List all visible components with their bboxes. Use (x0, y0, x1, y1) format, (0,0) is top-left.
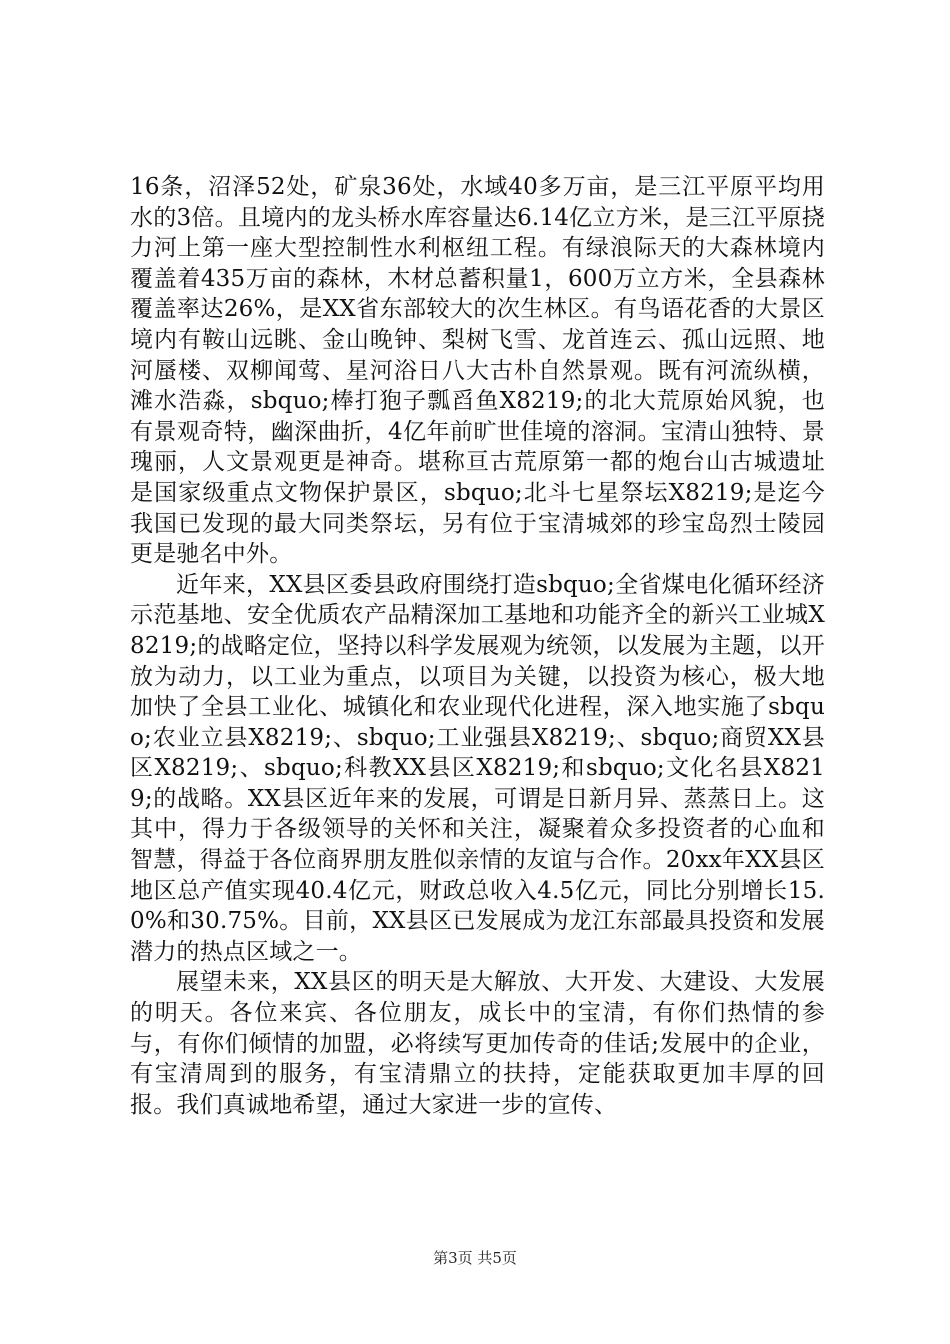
document-body (130, 172, 825, 1120)
paragraph-2: 近年来，XX县区委县政府围绕打造sbquo;全省煤电化循环经济示范基地、安全优质农产品精深加工基地和功能齐全的新兴工业城X8219;的战略定位，坚持以科学发展观为统领，以发展为主题，以开放为动力，以工业为重点，以项目为关键，以投资为核心，极大地加快了全县工业化、城镇化和农业现代化进程，深入地实施了sbquo;农业立县X8219;、sbquo;工业强县X8219;、sbquo;商贸XX县区X8219;、sbquo;科教XX县区X8219;和sbquo;文化名县X8219;的战略。XX县区近年来的发展，可谓是日新月异、蒸蒸日上。这其中，得力于各级领导的关怀和关注，凝聚着众多投资者的心血和智慧，得益于各位商界朋友胜似亲情的友谊与合作。20xx年XX县区地区总产值实现40.4亿元，财政总收入4.5亿元，同比分别增长15.0%和30.75%。目前，XX县区已发展成为龙江东部最具投资和发展潜力的热点区域之一。 (130, 571, 825, 965)
page-number: 第3页 共5页 (433, 1249, 517, 1267)
page-footer (0, 1247, 950, 1268)
paragraph-3: 展望未来，XX县区的明天是大解放、大开发、大建设、大发展的明天。各位来宾、各位朋友，成长中的宝清，有你们热情的参与，有你们倾情的加盟，必将续写更加传奇的佳话;发展中的企业，有宝清周到的服务，有宝清鼎立的扶持，定能获取更加丰厚的回报。我们真诚地希望，通过大家进一步的宣传、 (130, 969, 825, 1118)
paragraph-1: 16条，沼泽52处，矿泉36处，水域40多万亩，是三江平原平均用水的3倍。且境内的龙头桥水库容量达6.14亿立方米，是三江平原挠力河上第一座大型控制性水利枢纽工程。有绿浪际天的大森林境内覆盖着435万亩的森林，木材总蓄积量1，600万立方米，全县森林覆盖率达26%，是XX省东部较大的次生林区。有鸟语花香的大景区境内有鞍山远眺、金山晚钟、梨树飞雪、龙首连云、孤山远照、地河蜃楼、双柳闻莺、星河浴日八大古朴自然景观。既有河流纵横，滩水浩淼，sbquo;棒打狍子瓢舀鱼X8219;的北大荒原始风貌，也有景观奇特，幽深曲折，4亿年前旷世佳境的溶洞。宝清山独特、景瑰丽，人文景观更是神奇。堪称亘古荒原第一都的炮台山古城遗址是国家级重点文物保护景区，sbquo;北斗七星祭坛X8219;是迄今我国已发现的最大同类祭坛，另有位于宝清城郊的珍宝岛烈士陵园更是驰名中外。 (130, 174, 825, 568)
